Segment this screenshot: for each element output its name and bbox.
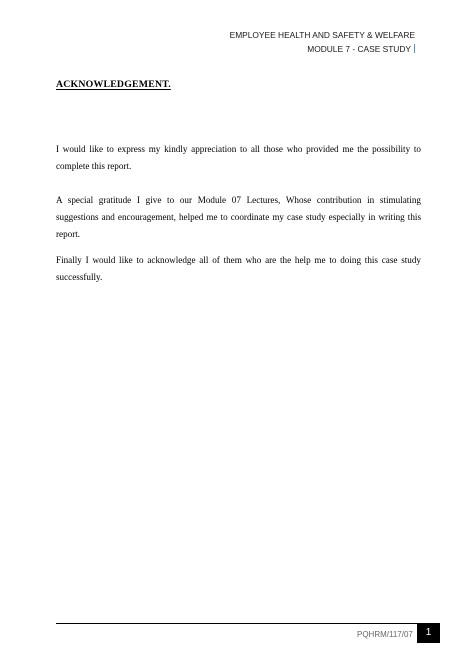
footer-divider (56, 623, 417, 624)
footer-reference: PQHRM/117/07 (357, 630, 413, 639)
page-number-badge: 1 (417, 623, 440, 643)
document-title: ACKNOWLEDGEMENT. (56, 79, 171, 90)
paragraph-3: Finally I would like to acknowledge all of them who are the help me to doing this case study successfully. (56, 255, 421, 282)
header-subtitle-row (230, 42, 415, 56)
header-title: EMPLOYEE HEALTH AND SAFETY & WELFARE (229, 30, 415, 40)
page-header (230, 28, 415, 56)
paragraph-1: I would like to express my kindly appreciation to all those who provided me the possibility to complete this report. (56, 144, 421, 171)
paragraph-2: A special gratitude I give to our Module 07 Lectures, Whose contribution in stimulating suggestions and encouragement, helped me to coordinate my case study especially in writing this report. (56, 195, 421, 239)
header-subtitle: MODULE 7 - CASE STUDY (307, 44, 411, 54)
header-accent-bar (414, 44, 415, 53)
